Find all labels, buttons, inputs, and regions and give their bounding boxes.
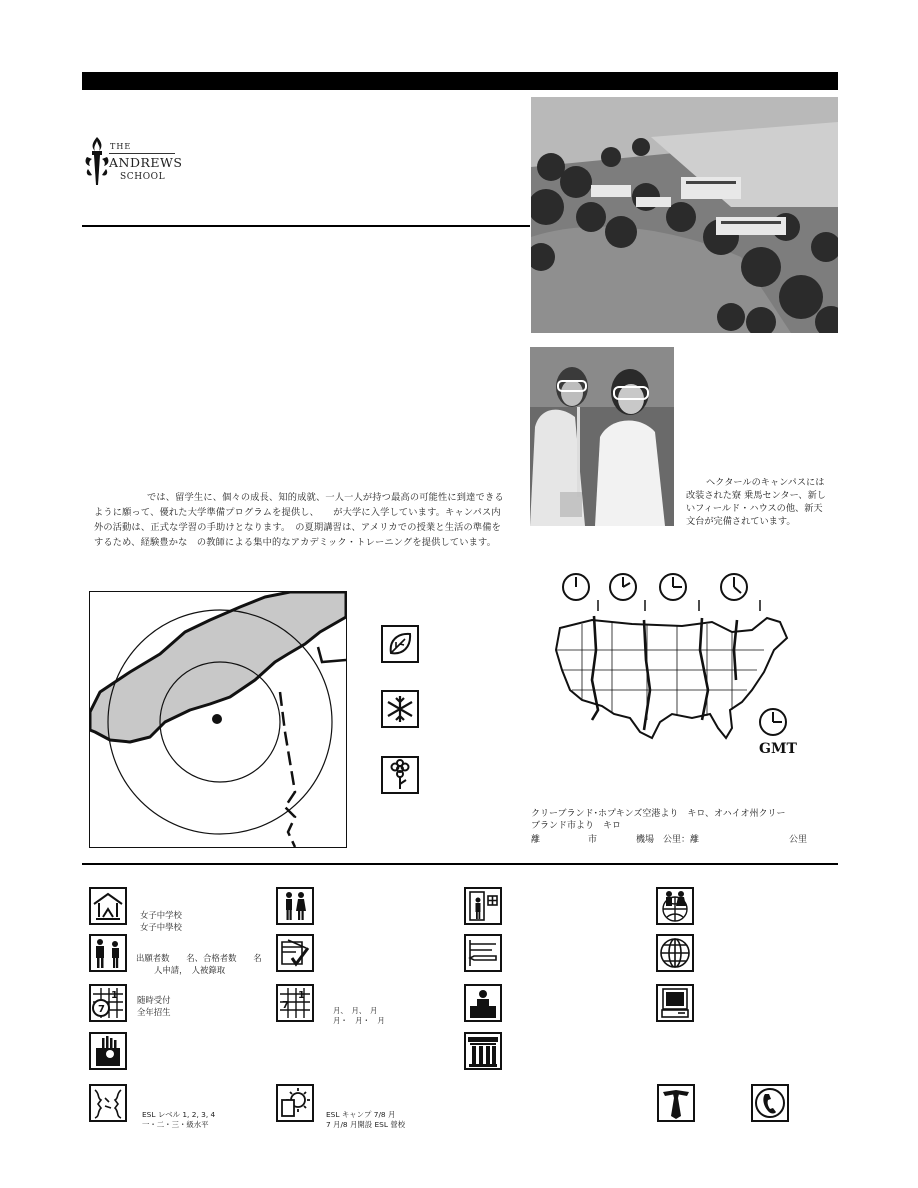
students-icon — [89, 934, 127, 972]
test-check-icon — [276, 934, 314, 972]
admission-line1: 随時受付 — [137, 995, 171, 1005]
calendar-anytime-icon — [89, 984, 127, 1022]
school-logo — [82, 135, 192, 191]
svg-text:1: 1 — [111, 990, 118, 1001]
us-timezone-map — [552, 610, 790, 750]
girls-school-line1: 女子中学校 — [140, 910, 182, 920]
logo-school: SCHOOL — [120, 172, 166, 182]
distance-line2: ブランド市より キロ — [531, 821, 622, 831]
intro-line2: ように願って、優れた大学準備プログラムを提供し、 が大学に入学しています。キャンパス内 — [94, 507, 501, 518]
calendar-icon — [276, 984, 314, 1022]
months-line1: 月、 月、 月 — [333, 1006, 378, 1015]
logo-rule — [82, 225, 530, 227]
flower-icon — [381, 756, 419, 794]
school-house-icon — [89, 887, 127, 925]
distance-line1: クリーブランド･ホプキンズ空港より キロ、オハイオ州クリー — [531, 809, 786, 819]
boy-girl-icon — [276, 887, 314, 925]
time-zone-clocks — [560, 571, 820, 611]
svg-text:7: 7 — [98, 1004, 105, 1015]
stats-rule — [82, 863, 838, 865]
globe-icon — [656, 934, 694, 972]
distance-line3-a: 離 — [531, 835, 541, 845]
logo-the: THE — [110, 142, 132, 151]
distance-line3-c: 機場 公里：離 — [636, 835, 700, 845]
teacher-desk-icon — [464, 984, 502, 1022]
photo-caption-line2: 改装された寮 乗馬センター、新し — [686, 490, 826, 501]
pencil-paper-icon — [464, 934, 502, 972]
photo-caption-line1: ヘクタールのキャンパスには — [706, 477, 825, 488]
svg-text:7: 7 — [282, 1000, 289, 1011]
dormitory-room-icon — [464, 887, 502, 925]
applicants-line2: 人申請， 人被錄取 — [154, 965, 226, 975]
months-line2: 月・ 月・ 月 — [333, 1016, 385, 1025]
applicants-line1: 出願者数 名、合格者数 名 — [136, 953, 262, 963]
students-lab-photo — [530, 347, 674, 526]
intro-line3: 外の活動は、正式な学習の手助けとなります。 の夏期講習は、アメリカでの授業と生活の準備を — [94, 522, 502, 533]
tie-icon — [657, 1084, 695, 1122]
speaking-faces-icon — [89, 1084, 127, 1122]
camp-line1: ESL キャンプ 7/8 月 — [326, 1110, 396, 1119]
admission-line2: 全年招生 — [137, 1007, 171, 1017]
column-building-icon — [464, 1032, 502, 1070]
location-map — [89, 591, 347, 848]
sun-camp-icon — [276, 1084, 314, 1122]
leaf-icon — [381, 625, 419, 663]
photo-caption-line4: 文台が完備されています。 — [686, 516, 796, 527]
international-students-icon — [656, 887, 694, 925]
photo-caption-line3: いフィールド・ハウスの他、新天 — [686, 503, 823, 514]
phone-icon — [751, 1084, 789, 1122]
snowflake-icon — [381, 690, 419, 728]
intro-line4: するため、経験豊かな の教師による集中的なアカデミック・トレーニングを提供しています。 — [94, 537, 497, 548]
logo-name: ANDREWS — [109, 155, 183, 170]
campus-aerial-photo — [531, 97, 838, 333]
computer-icon — [656, 984, 694, 1022]
camp-line2: 7 月/8 月開設 ESL 營校 — [326, 1120, 406, 1129]
girls-school-line2: 女子中學校 — [140, 922, 182, 932]
torch-icon — [82, 135, 112, 191]
header-bar — [82, 72, 838, 90]
esl-line1: ESL レベル 1, 2, 3, 4 — [142, 1110, 216, 1119]
lunch-box-icon — [89, 1032, 127, 1070]
gmt-clock-icon — [757, 706, 789, 738]
distance-line3-b: 市 — [588, 835, 598, 845]
gmt-label: GMT — [759, 741, 797, 757]
distance-line3-d: 公里 — [789, 835, 808, 845]
intro-line1: では、留学生に、個々の成長、知的成就、一人一人が持つ最高の可能性に到達できる — [147, 492, 504, 503]
esl-line2: 一・二・三・級水平 — [142, 1120, 209, 1129]
svg-text:1: 1 — [298, 990, 305, 1001]
